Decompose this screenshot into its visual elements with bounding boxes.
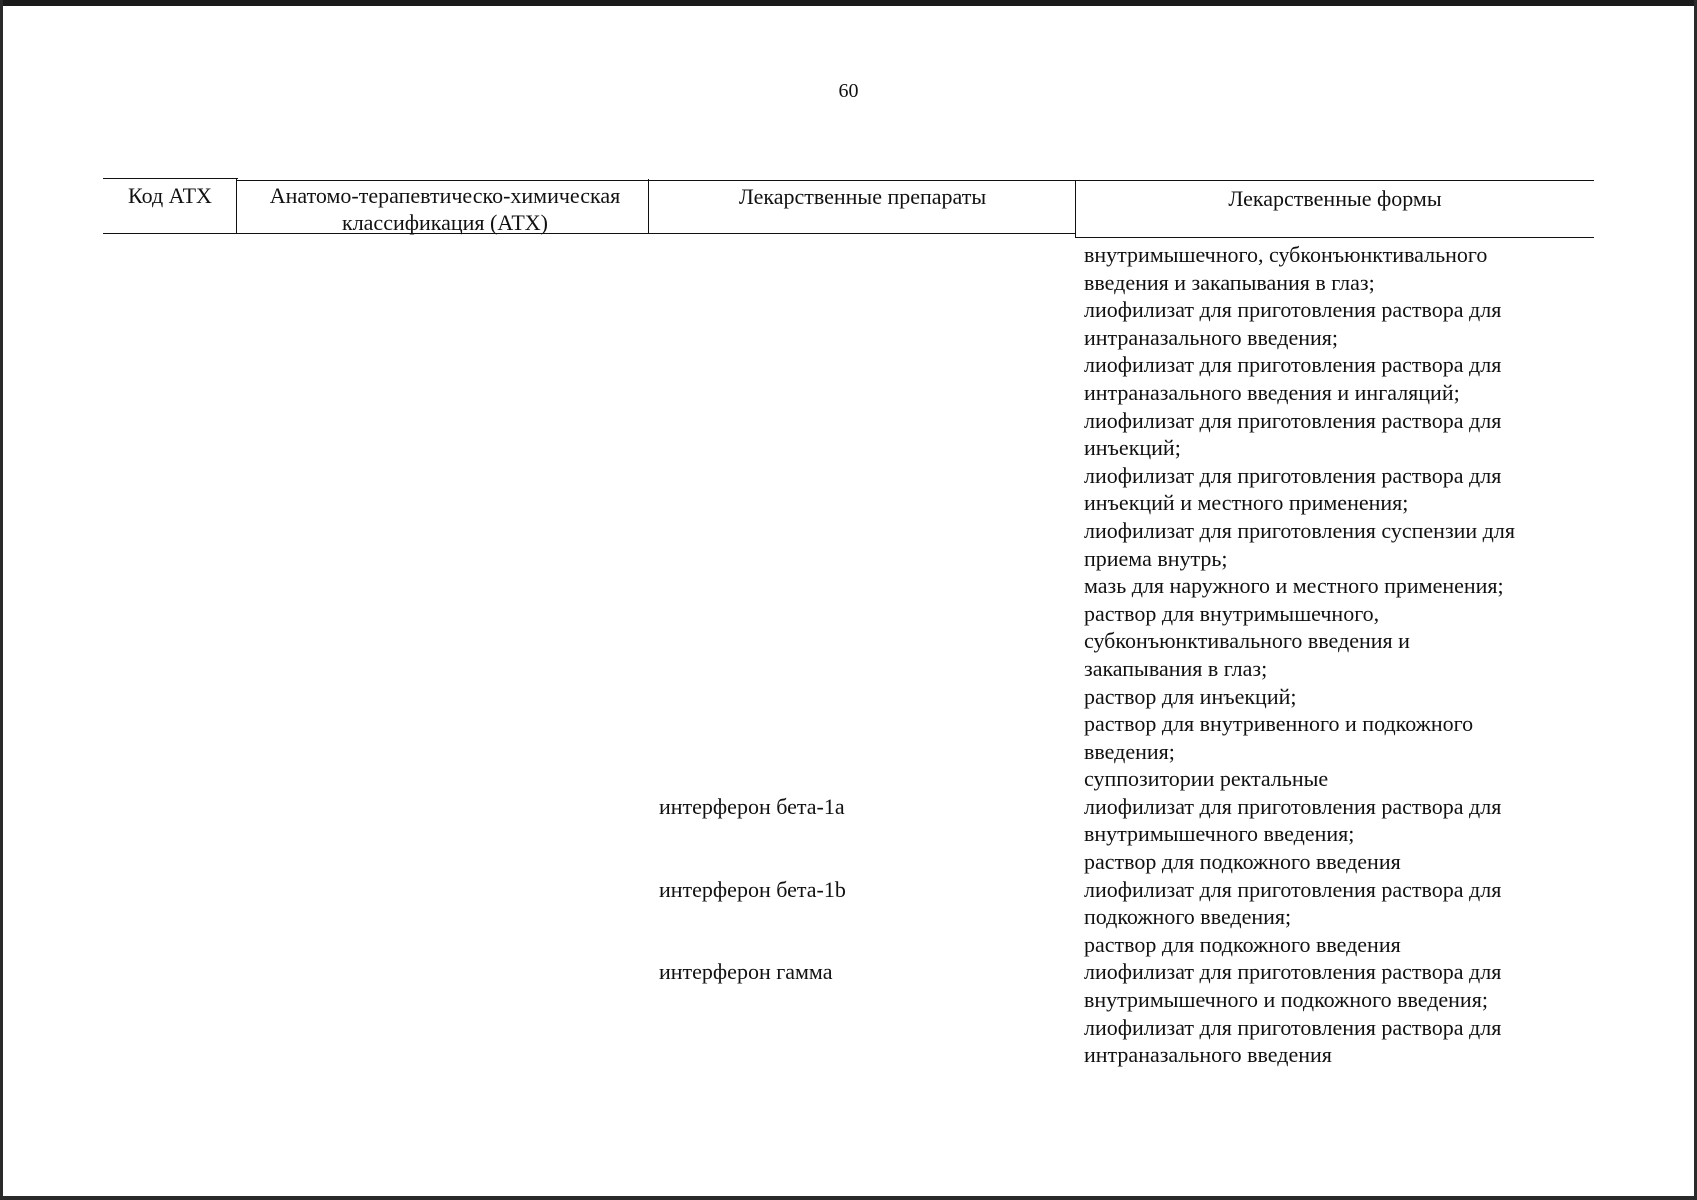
- drug-name: интерферон бета-1a: [659, 794, 845, 819]
- header-dosage-forms: Лекарственные формы: [1228, 186, 1442, 211]
- table-top-rule-left: [103, 178, 238, 179]
- dosage-form-line: лиофилизат для приготовления раствора для: [1084, 959, 1502, 985]
- dosage-form-line: внутримышечного введения;: [1084, 821, 1355, 847]
- table-top-rule: [236, 180, 1594, 181]
- drug-name: интерферон бета-1b: [659, 877, 846, 902]
- dosage-form-line: раствор для внутримышечного,: [1084, 600, 1380, 626]
- header-atc-code: Код АТХ: [128, 183, 212, 208]
- dosage-form-line: лиофилизат для приготовления раствора для: [1084, 876, 1502, 902]
- dosage-form-line: суппозитории ректальные: [1084, 766, 1329, 792]
- dosage-form-line: инъекций и местного применения;: [1084, 490, 1409, 516]
- dosage-forms-column: [1084, 241, 1604, 1069]
- dosage-form-line: лиофилизат для приготовления раствора для: [1084, 1014, 1502, 1040]
- dosage-form-line: введения;: [1084, 738, 1175, 764]
- header-divider-3: [1075, 181, 1076, 237]
- header-atc-classification: Анатомо-терапевтическо-химическая классификация (АТХ): [269, 183, 621, 235]
- dosage-form-line: субконъюнктивального введения и: [1084, 628, 1410, 654]
- dosage-form-line: интраназального введения и ингаляций;: [1084, 379, 1460, 405]
- dosage-form-line: лиофилизат для приготовления раствора для: [1084, 462, 1502, 488]
- scan-border-left: [0, 0, 3, 1200]
- dosage-form-line: мазь для наружного и местного применения;: [1084, 573, 1504, 599]
- dosage-form-line: раствор для инъекций;: [1084, 683, 1297, 709]
- header-divider-1: [236, 178, 237, 234]
- scan-border-bottom: [0, 1196, 1697, 1200]
- dosage-form-line: лиофилизат для приготовления раствора для: [1084, 297, 1502, 323]
- dosage-form-line: внутримышечного и подкожного введения;: [1084, 987, 1488, 1013]
- dosage-form-line: инъекций;: [1084, 435, 1181, 461]
- dosage-form-line: лиофилизат для приготовления раствора для: [1084, 352, 1502, 378]
- dosage-form-line: лиофилизат для приготовления суспензии для: [1084, 517, 1515, 543]
- header-medicines: Лекарственные препараты: [738, 184, 987, 209]
- header-bottom-rule-right: [1075, 237, 1594, 238]
- dosage-form-line: введения и закапывания в глаз;: [1084, 269, 1375, 295]
- dosage-form-line: подкожного введения;: [1084, 904, 1292, 930]
- dosage-form-line: внутримышечного, субконъюнктивального: [1084, 242, 1488, 267]
- dosage-form-line: интраназального введения: [1084, 1042, 1332, 1068]
- dosage-form-line: лиофилизат для приготовления раствора для: [1084, 793, 1502, 819]
- dosage-form-line: раствор для подкожного введения: [1084, 849, 1401, 875]
- page-number: 60: [838, 80, 859, 102]
- scan-border-top: [0, 0, 1697, 6]
- drug-name: интерферон гамма: [659, 959, 833, 984]
- header-divider-2: [648, 179, 649, 234]
- dosage-form-line: закапывания в глаз;: [1084, 655, 1268, 681]
- dosage-form-line: лиофилизат для приготовления раствора для: [1084, 407, 1502, 433]
- dosage-form-line: приема внутрь;: [1084, 545, 1228, 571]
- dosage-form-line: интраназального введения;: [1084, 324, 1338, 350]
- dosage-form-line: раствор для внутривенного и подкожного: [1084, 711, 1474, 737]
- dosage-form-line: раствор для подкожного введения: [1084, 931, 1401, 957]
